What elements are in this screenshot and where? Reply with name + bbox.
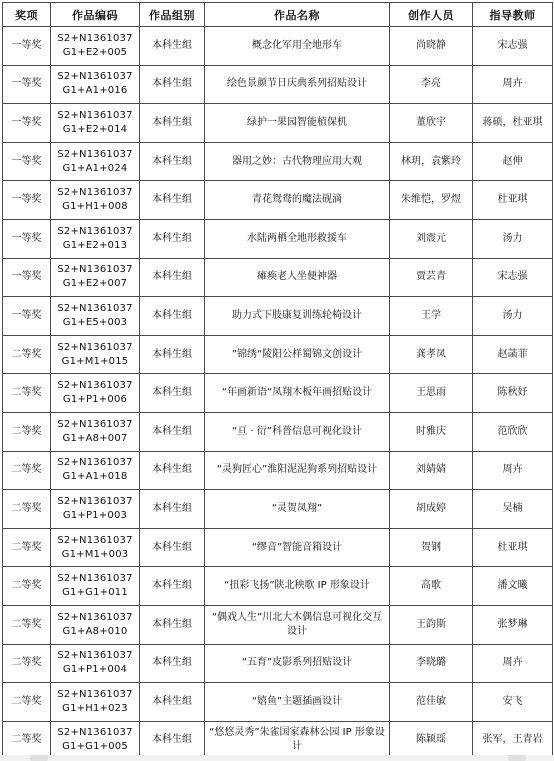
cell-author: 高歌 — [390, 567, 473, 606]
cell-author: 尚晓静 — [390, 27, 473, 66]
cell-title: ”锦绣“陵阳公样蜀锦文创设计 — [205, 335, 390, 374]
code-line-1: S2+N1361037 — [57, 187, 133, 199]
code-line-1: S2+N1361037 — [57, 650, 133, 662]
cell-title: “灵贺凤翔” — [205, 490, 390, 529]
code-line-2: G1+G1+005 — [62, 741, 128, 753]
cell-teacher: 吴楠 — [473, 490, 553, 529]
cell-teacher: 安飞 — [473, 683, 553, 722]
table-row — [3, 528, 553, 567]
header-author: 创作人员 — [390, 3, 473, 27]
cell-author: 王思雨 — [390, 374, 473, 413]
cell-code — [51, 142, 140, 181]
code-line-1: S2+N1361037 — [57, 611, 133, 623]
code-line-2: G1+E2+005 — [62, 46, 128, 58]
cell-code — [51, 104, 140, 143]
cell-title: “偶戏人生”川北大木偶信息可视化交互设计 — [205, 605, 390, 644]
cell-group: 本科生组 — [140, 412, 205, 451]
table-row — [3, 219, 553, 258]
table-row — [3, 181, 553, 220]
code-line-1: S2+N1361037 — [57, 418, 133, 430]
cell-code — [51, 374, 140, 413]
code-line-2: G1+A8+010 — [62, 625, 128, 637]
cell-title: 青花鸳鸯的魔法砚滴 — [205, 181, 390, 220]
table-row — [3, 142, 553, 181]
table-row — [3, 412, 553, 451]
cell-group: 本科生组 — [140, 451, 205, 490]
cell-prize: 一等奖 — [3, 219, 51, 258]
cell-title: “悠悠灵秀”朱雀国家森林公园 IP 形象设计 — [205, 721, 390, 760]
cell-teacher: 宋志强 — [473, 258, 553, 297]
cell-prize: 一等奖 — [3, 104, 51, 143]
cell-title: 绿护一果园智能植保机 — [205, 104, 390, 143]
cell-author: 时雅庆 — [390, 412, 473, 451]
cell-group: 本科生组 — [140, 258, 205, 297]
cell-teacher: 汤力 — [473, 219, 553, 258]
table-body — [3, 27, 553, 760]
cell-code — [51, 181, 140, 220]
code-line-1: S2+N1361037 — [57, 32, 133, 44]
cell-author: 刘婧婧 — [390, 451, 473, 490]
page-corner-mark — [508, 755, 526, 761]
header-row — [3, 3, 553, 27]
cell-prize: 一等奖 — [3, 27, 51, 66]
cell-title: “扭彩飞扬”陕北秧歌 IP 形象设计 — [205, 567, 390, 606]
cell-prize: 二等奖 — [3, 644, 51, 683]
cell-group: 本科生组 — [140, 65, 205, 104]
cell-author: 范佳敏 — [390, 683, 473, 722]
table-row — [3, 258, 553, 297]
cell-teacher: 赵菡菲 — [473, 335, 553, 374]
cell-prize: 二等奖 — [3, 490, 51, 529]
cell-teacher: 潘文曦 — [473, 567, 553, 606]
code-line-2: G1+G1+011 — [62, 587, 128, 599]
cell-group: 本科生组 — [140, 27, 205, 66]
cell-code — [51, 605, 140, 644]
cell-code — [51, 412, 140, 451]
cell-prize: 一等奖 — [3, 297, 51, 336]
code-line-2: G1+A1+016 — [62, 85, 128, 97]
cell-teacher: 宋志强 — [473, 27, 553, 66]
cell-prize: 一等奖 — [3, 181, 51, 220]
cell-code — [51, 528, 140, 567]
cell-author: 贾芸青 — [390, 258, 473, 297]
cell-title: 器用之妙：古代物理应用大观 — [205, 142, 390, 181]
page-corner-mark — [30, 755, 48, 761]
table-row — [3, 374, 553, 413]
cell-title: 绘色景颜节日庆典系列招贴设计 — [205, 65, 390, 104]
cell-code — [51, 644, 140, 683]
code-line-2: G1+P1+006 — [62, 394, 128, 406]
code-line-2: G1+E2+013 — [62, 239, 128, 251]
code-line-2: G1+P1+004 — [62, 664, 128, 676]
code-line-2: G1+E5+003 — [62, 316, 128, 328]
cell-group: 本科生组 — [140, 181, 205, 220]
cell-prize: 一等奖 — [3, 142, 51, 181]
cell-title: “亘 · 衍”科普信息可视化设计 — [205, 412, 390, 451]
cell-code — [51, 451, 140, 490]
cell-prize: 二等奖 — [3, 335, 51, 374]
header-title: 作品名称 — [205, 3, 390, 27]
cell-author: 林玥，袁紫玲 — [390, 142, 473, 181]
cell-teacher: 周卉 — [473, 65, 553, 104]
cell-group: 本科生组 — [140, 490, 205, 529]
table-row — [3, 683, 553, 722]
cell-prize: 二等奖 — [3, 374, 51, 413]
table-row — [3, 721, 553, 760]
cell-prize: 一等奖 — [3, 258, 51, 297]
cell-title: “灵狗匠心”淮阳泥泥狗系列招贴设计 — [205, 451, 390, 490]
cell-title: “嬉鱼”主题插画设计 — [205, 683, 390, 722]
cell-prize: 二等奖 — [3, 605, 51, 644]
code-line-2: G1+A8+007 — [62, 432, 128, 444]
code-line-1: S2+N1361037 — [57, 109, 133, 121]
cell-author: 陈颖瑶 — [390, 721, 473, 760]
cell-prize: 二等奖 — [3, 721, 51, 760]
cell-title: 概念化军用全地形车 — [205, 27, 390, 66]
cell-group: 本科生组 — [140, 374, 205, 413]
header-prize: 奖项 — [3, 3, 51, 27]
cell-group: 本科生组 — [140, 297, 205, 336]
cell-prize: 二等奖 — [3, 567, 51, 606]
cell-code — [51, 567, 140, 606]
table-row — [3, 27, 553, 66]
cell-title: 瘫痪老人坐便神器 — [205, 258, 390, 297]
cell-author: 刘震元 — [390, 219, 473, 258]
cell-group: 本科生组 — [140, 683, 205, 722]
cell-teacher: 周卉 — [473, 644, 553, 683]
code-line-1: S2+N1361037 — [57, 341, 133, 353]
cell-author: 胡成婷 — [390, 490, 473, 529]
cell-author: 龚孝凤 — [390, 335, 473, 374]
cell-code — [51, 219, 140, 258]
code-line-2: G1+A1+024 — [62, 162, 128, 174]
cell-code — [51, 297, 140, 336]
cell-author: 王学 — [390, 297, 473, 336]
cell-group: 本科生组 — [140, 721, 205, 760]
header-group: 作品组别 — [140, 3, 205, 27]
table-row — [3, 567, 553, 606]
cell-prize: 二等奖 — [3, 451, 51, 490]
code-line-2: G1+P1+003 — [62, 509, 128, 521]
code-line-1: S2+N1361037 — [57, 457, 133, 469]
cell-title: 水陆两栖全地形救援车 — [205, 219, 390, 258]
table-row — [3, 65, 553, 104]
cell-teacher: 蒋硕，杜亚琪 — [473, 104, 553, 143]
table-row — [3, 335, 553, 374]
cell-teacher: 范欣欣 — [473, 412, 553, 451]
code-line-1: S2+N1361037 — [57, 534, 133, 546]
cell-author: 贺钢 — [390, 528, 473, 567]
cell-group: 本科生组 — [140, 605, 205, 644]
code-line-1: S2+N1361037 — [57, 71, 133, 83]
cell-title: “五育”皮影系列招贴设计 — [205, 644, 390, 683]
cell-prize: 一等奖 — [3, 65, 51, 104]
cell-teacher: 张梦琳 — [473, 605, 553, 644]
code-line-2: G1+E2+014 — [62, 123, 128, 135]
cell-group: 本科生组 — [140, 644, 205, 683]
cell-teacher: 汤力 — [473, 297, 553, 336]
cell-prize: 二等奖 — [3, 412, 51, 451]
page-bottom-edge — [0, 755, 554, 761]
table-row — [3, 297, 553, 336]
cell-teacher: 陈秋妤 — [473, 374, 553, 413]
awards-sheet — [2, 2, 552, 760]
code-line-1: S2+N1361037 — [57, 495, 133, 507]
cell-title: 助力式下肢康复训练轮椅设计 — [205, 297, 390, 336]
cell-code — [51, 65, 140, 104]
header-teacher: 指导教师 — [473, 3, 553, 27]
table-row — [3, 490, 553, 529]
code-line-1: S2+N1361037 — [57, 688, 133, 700]
cell-prize: 二等奖 — [3, 683, 51, 722]
cell-code — [51, 683, 140, 722]
cell-code — [51, 721, 140, 760]
cell-title: “缪音”智能音箱设计 — [205, 528, 390, 567]
awards-table — [2, 2, 553, 760]
cell-title: “年画新语“凤翔木板年画招贴设计 — [205, 374, 390, 413]
table-row — [3, 644, 553, 683]
cell-author: 李亮 — [390, 65, 473, 104]
cell-author: 朱维恺，罗煜 — [390, 181, 473, 220]
table-row — [3, 605, 553, 644]
cell-author: 王韵斯 — [390, 605, 473, 644]
cell-group: 本科生组 — [140, 528, 205, 567]
cell-teacher: 赵伸 — [473, 142, 553, 181]
cell-group: 本科生组 — [140, 219, 205, 258]
code-line-1: S2+N1361037 — [57, 148, 133, 160]
cell-group: 本科生组 — [140, 142, 205, 181]
code-line-1: S2+N1361037 — [57, 225, 133, 237]
cell-code — [51, 490, 140, 529]
table-row — [3, 451, 553, 490]
code-line-2: G1+H1+023 — [62, 702, 128, 714]
cell-code — [51, 27, 140, 66]
code-line-2: G1+M1+003 — [61, 548, 129, 560]
code-line-1: S2+N1361037 — [57, 727, 133, 739]
cell-group: 本科生组 — [140, 335, 205, 374]
cell-teacher: 张军，王青岩 — [473, 721, 553, 760]
cell-group: 本科生组 — [140, 567, 205, 606]
code-line-1: S2+N1361037 — [57, 573, 133, 585]
cell-teacher: 周卉 — [473, 451, 553, 490]
cell-teacher: 杜亚琪 — [473, 528, 553, 567]
code-line-1: S2+N1361037 — [57, 302, 133, 314]
cell-prize: 二等奖 — [3, 528, 51, 567]
code-line-2: G1+H1+008 — [62, 201, 128, 213]
cell-teacher: 杜亚琪 — [473, 181, 553, 220]
cell-author: 董欣宇 — [390, 104, 473, 143]
code-line-2: G1+A1+018 — [62, 471, 128, 483]
cell-code — [51, 258, 140, 297]
cell-author: 李晓璐 — [390, 644, 473, 683]
code-line-1: S2+N1361037 — [57, 380, 133, 392]
cell-group: 本科生组 — [140, 104, 205, 143]
cell-code — [51, 335, 140, 374]
code-line-1: S2+N1361037 — [57, 264, 133, 276]
header-code: 作品编码 — [51, 3, 140, 27]
code-line-2: G1+M1+015 — [61, 355, 129, 367]
table-row — [3, 104, 553, 143]
code-line-2: G1+E2+007 — [62, 278, 128, 290]
